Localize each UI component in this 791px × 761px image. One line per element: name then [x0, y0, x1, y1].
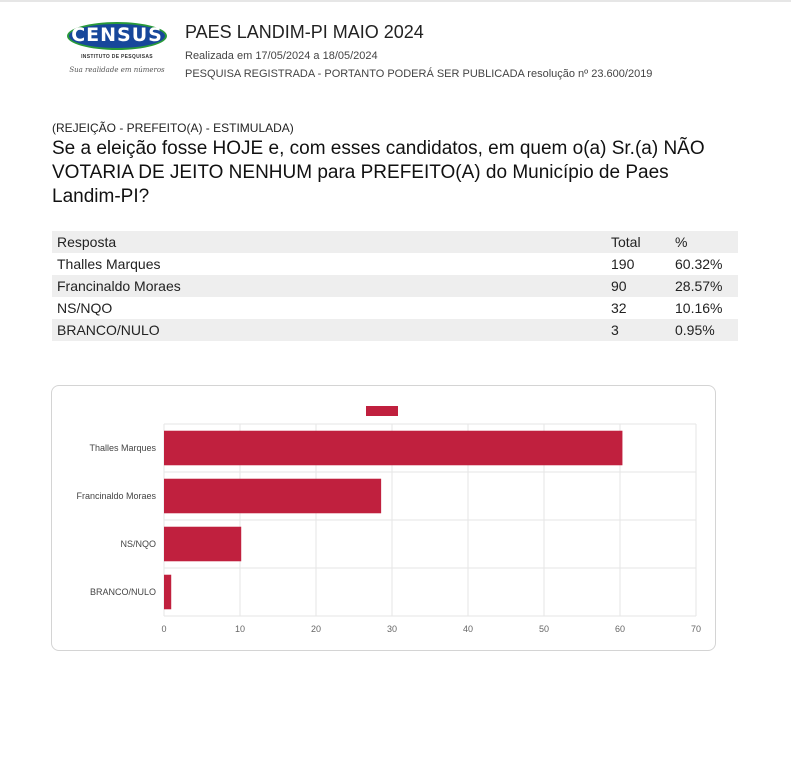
bar: [164, 575, 171, 610]
legend-swatch: [366, 406, 398, 416]
survey-title: PAES LANDIM-PI MAIO 2024: [185, 22, 424, 42]
survey-registration: PESQUISA REGISTRADA - PORTANTO PODERÁ SER PUBLICADA resolução nº 23.600/2019: [185, 68, 653, 80]
row-percent: 0.95%: [675, 322, 715, 338]
logo-wordmark: CENSUS: [71, 24, 163, 46]
row-answer: NS/NQO: [57, 300, 113, 316]
table-row: [52, 297, 738, 319]
top-divider: [0, 0, 791, 2]
survey-dates: Realizada em 17/05/2024 a 18/05/2024: [185, 50, 378, 62]
x-tick-label: 10: [234, 624, 246, 634]
x-tick-label: 20: [310, 624, 322, 634]
bar: [164, 527, 241, 562]
row-percent: 10.16%: [675, 300, 723, 316]
row-percent: 28.57%: [675, 278, 723, 294]
row-answer: Thalles Marques: [57, 256, 161, 272]
table-row: [52, 319, 738, 341]
logo-subtitle: INSTITUTO DE PESQUISAS: [81, 54, 153, 60]
question-tag: (REJEIÇÃO - PREFEITO(A) - ESTIMULADA): [52, 121, 294, 135]
bar-chart: [52, 386, 717, 652]
row-total: 190: [611, 256, 635, 272]
question-text: Se a eleição fosse HOJE e, com esses candidatos, em quem o(a) Sr.(a) NÃO VOTARIA DE JEITO NENHUM para PREFEITO(A) do Município de Paes Landim-PI?: [52, 138, 705, 207]
row-answer: Francinaldo Moraes: [57, 278, 181, 294]
category-label: Francinaldo Moraes: [76, 491, 156, 501]
row-answer: BRANCO/NULO: [57, 322, 160, 338]
x-tick-label: 0: [161, 624, 167, 634]
bar: [164, 431, 622, 466]
logo-slogan: Sua realidade em números: [69, 66, 165, 74]
table-header-row: [52, 231, 738, 253]
bar: [164, 479, 381, 514]
census-logo: [62, 18, 172, 80]
header-total: Total: [611, 234, 641, 250]
header-resposta: Resposta: [57, 234, 117, 250]
category-label: BRANCO/NULO: [89, 587, 156, 597]
row-total: 90: [611, 278, 627, 294]
header-percent: %: [675, 234, 688, 250]
category-label: NS/NQO: [120, 539, 156, 549]
row-total: 3: [611, 322, 619, 338]
table-row: [52, 275, 738, 297]
table-row: [52, 253, 738, 275]
x-tick-label: 70: [690, 624, 702, 634]
category-label: Thalles Marques: [89, 443, 156, 453]
x-tick-label: 50: [538, 624, 550, 634]
chart-card: [51, 385, 716, 651]
x-tick-label: 60: [614, 624, 626, 634]
x-tick-label: 30: [386, 624, 398, 634]
x-tick-label: 40: [462, 624, 474, 634]
row-total: 32: [611, 300, 627, 316]
results-table: [52, 231, 738, 341]
row-percent: 60.32%: [675, 256, 723, 272]
